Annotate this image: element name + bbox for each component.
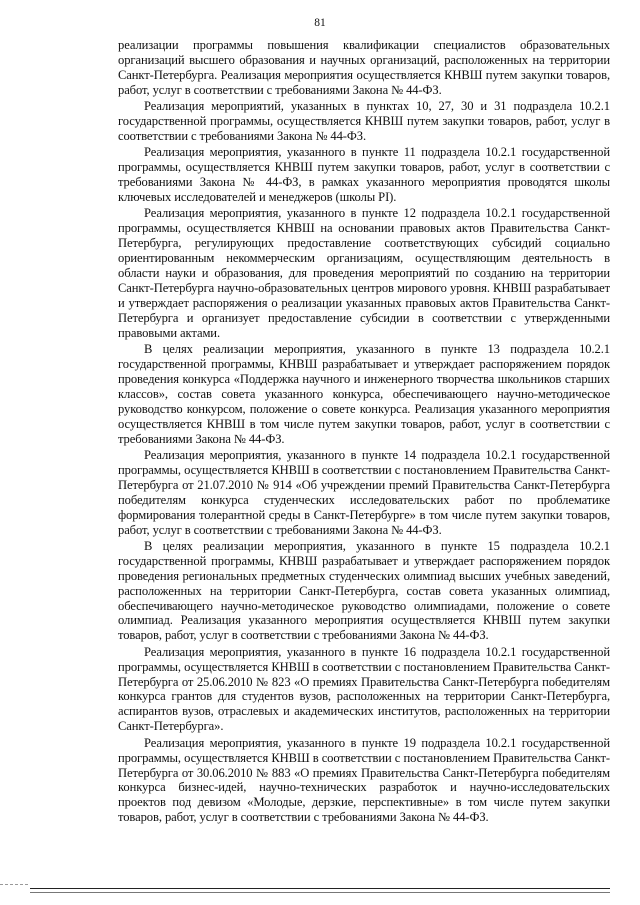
document-body: [118, 38, 610, 827]
scan-edge-mark: [0, 884, 28, 885]
paragraph-continuation: реализации программы повышения квалификации специалистов образовательных организаций высшего образования и научных организаций, расположенных на территории Санкт-Петербурга. Реализация мероприятия осуществляется КНВШ путем закупки товаров, работ, услуг в соответствии с требованиями Закона № 44-ФЗ.: [118, 38, 610, 97]
page-number: 81: [314, 17, 326, 29]
paragraph-item-16: Реализация мероприятия, указанного в пункте 16 подраздела 10.2.1 государственной программы, осуществляется КНВШ в соответствии с постановлением Правительства Санкт-Петербурга от 25.06.2010 № 823 «О премиях Правительства Санкт-Петербурга победителям конкурса грантов для студентов вузов, расположенных на территории Санкт-Петербурга, аспирантов вузов, отраслевых и академических институтов, расположенных на территории Санкт-Петербурга».: [118, 644, 610, 734]
paragraph-item-11: Реализация мероприятия, указанного в пункте 11 подраздела 10.2.1 государственной программы, осуществляется КНВШ путем закупки товаров, работ, услуг в соответствии с требованиями Закона № 44-ФЗ, в рамках указанного мероприятия проводятся школы ключевых исследователей и менеджеров (школы PI).: [118, 145, 610, 205]
bottom-rule: [30, 888, 610, 889]
paragraph-item-19: Реализация мероприятия, указанного в пункте 19 подраздела 10.2.1 государственной программы, осуществляется КНВШ в соответствии с постановлением Правительства Санкт-Петербурга от 30.06.2010 № 883 «О премиях Правительства Санкт-Петербурга победителям конкурса бизнес-идей, научно-технических разработок и научно-исследовательских проектов под девизом «Молодые, дерзкие, перспективные» в том числе путем закупки товаров, работ, услуг в соответствии с требованиями Закона № 44-ФЗ.: [118, 735, 610, 825]
paragraph-items-10-27-30-31: Реализация мероприятий, указанных в пунктах 10, 27, 30 и 31 подраздела 10.2.1 государственной программы, осуществляется КНВШ путем закупки товаров, работ, услуг в соответствии с требованиями Закона № 44-ФЗ.: [118, 99, 610, 143]
bottom-rule-secondary: [30, 892, 610, 893]
paragraph-item-12: Реализация мероприятия, указанного в пункте 12 подраздела 10.2.1 государственной программы, осуществляется КНВШ на основании правовых актов Правительства Санкт-Петербурга, регулирующих предоставление соответствующих субсидий социально ориентированным некоммерческим организациям, осуществляющим деятельность в области науки и образования, для проведения мероприятий по созданию на территории Санкт-Петербурга научно-образовательных центров мирового уровня. КНВШ разрабатывает и утверждает распоряжения о реализации указанных правовых актов Правительства Санкт-Петербурга и организует предоставление субсидии в соответствии с утвержденными правовыми актами.: [118, 206, 610, 340]
paragraph-item-15: В целях реализации мероприятия, указанного в пункте 15 подраздела 10.2.1 государственной программы, КНВШ разрабатывает и утверждает распоряжением порядок проведения региональных предметных студенческих олимпиад высших учебных заведений, расположенных на территории Санкт-Петербурга, состав совета указанных олимпиад, обеспечивающего научно-методическое руководство олимпиадами, положение о совете олимпиад. Реализация указанного мероприятия осуществляется КНВШ путем закупки товаров, работ, услуг в соответствии с требованиями Закона № 44-ФЗ.: [118, 538, 610, 643]
paragraph-item-13: В целях реализации мероприятия, указанного в пункте 13 подраздела 10.2.1 государственной программы, КНВШ разрабатывает и утверждает распоряжением порядок проведения конкурса «Поддержка научного и инженерного творчества школьников старших классов», состав совета указанного конкурса, обеспечивающего научно-методическое руководство конкурсом, положение о совете конкурса. Реализация указанного мероприятия осуществляется КНВШ в том числе путем закупки товаров, работ, услуг в соответствии с требованиями Закона № 44-ФЗ.: [118, 342, 610, 446]
paragraph-item-14: Реализация мероприятия, указанного в пункте 14 подраздела 10.2.1 государственной программы, осуществляется КНВШ в соответствии с постановлением Правительства Санкт-Петербурга от 21.07.2010 № 914 «Об учреждении премий Правительства Санкт-Петербурга победителям конкурса студенческих исследовательских работ по проблематике формирования толерантной среды в Санкт-Петербурге» в том числе путем закупки товаров, работ, услуг в соответствии с требованиями Закона № 44-ФЗ.: [118, 447, 610, 537]
